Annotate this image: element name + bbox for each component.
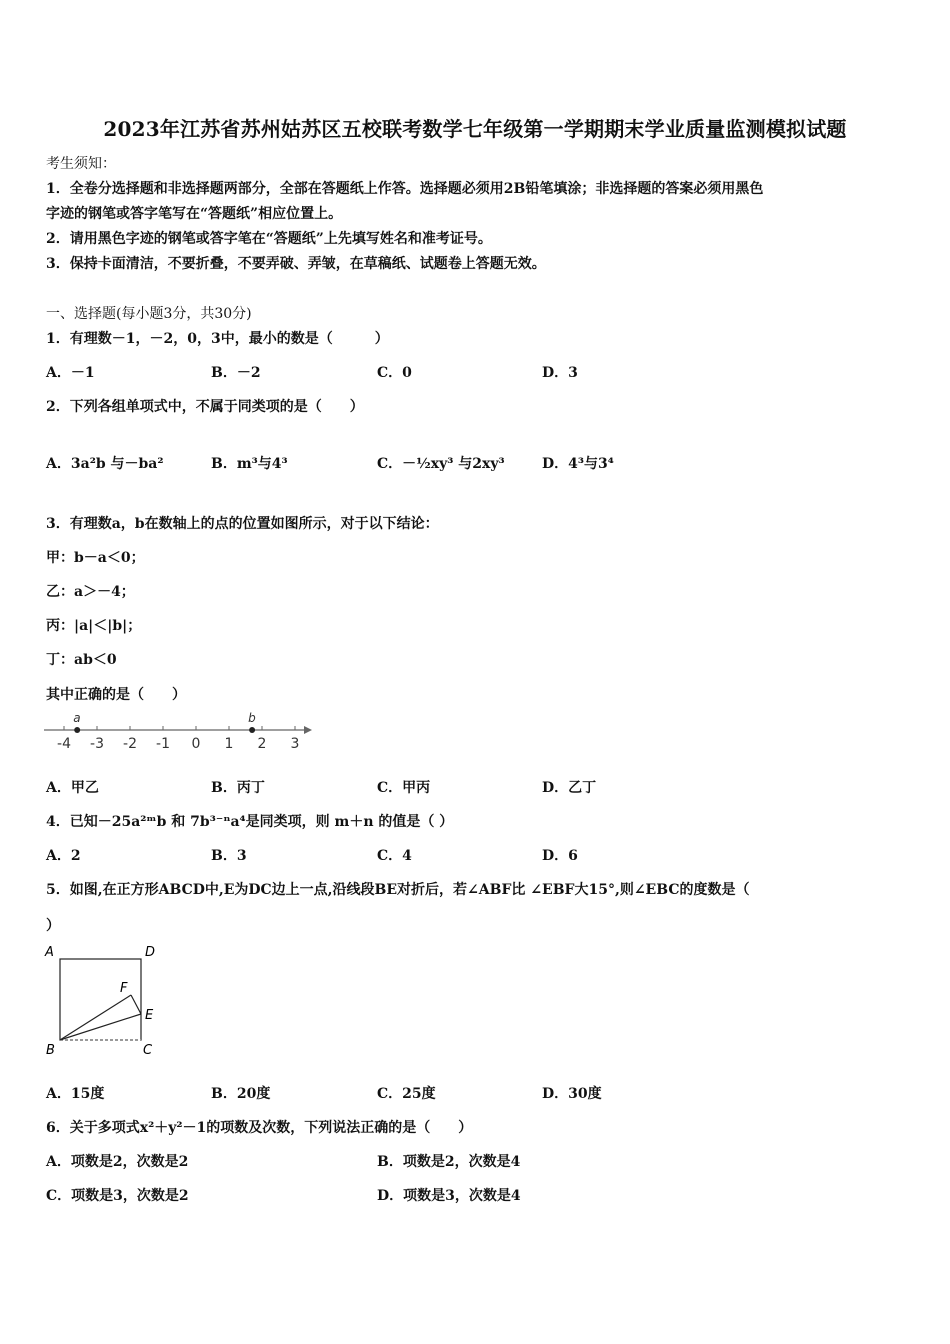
notice-line-3: 3．保持卡面清洁，不要折叠，不要弄破、弄皱，在草稿纸、试题卷上答题无效。: [46, 256, 546, 272]
q3-statement-jia: 甲：b－a＜0；: [46, 550, 145, 566]
q2-option-c: C．－½xy³ 与2xy³: [377, 456, 505, 472]
notice-heading: 考生须知：: [46, 156, 116, 172]
notice-line-2: 2．请用黑色字迹的钢笔或答字笔在“答题纸”上先填写姓名和准考证号。: [46, 231, 492, 247]
vertex-f-label: F: [120, 981, 128, 996]
q5-option-b: B．20度: [211, 1086, 271, 1102]
q4-option-a: A．2: [46, 848, 81, 864]
number-line-figure: [40, 708, 320, 756]
point-a-label: a: [73, 711, 81, 725]
section-heading: 一、选择题(每小题3分，共30分): [46, 306, 252, 322]
notice-line-1b: 字迹的钢笔或答字笔写在“答题纸”相应位置上。: [46, 206, 343, 222]
q6-option-a: A．项数是2，次数是2: [46, 1154, 189, 1170]
q5-stem: 5．如图,在正方形ABCD中,E为DC边上一点,沿线段BE对折后，若∠ABF比 ∠EBF大15°,则∠EBC的度数是（: [46, 882, 750, 898]
vertex-b-label: B: [46, 1043, 55, 1058]
q4-option-b: B．3: [211, 848, 247, 864]
q3-option-b: B．丙丁: [211, 780, 265, 796]
page-title: 2023年江苏省苏州姑苏区五校联考数学七年级第一学期期末学业质量监测模拟试题: [103, 117, 847, 141]
q1-stem: 1．有理数－1，－2，0，3中，最小的数是（ ）: [46, 331, 389, 347]
q5-option-d: D．30度: [542, 1086, 602, 1102]
square-figure: [40, 940, 170, 1060]
vertex-a-label: A: [45, 945, 54, 960]
point-b: [249, 727, 255, 733]
axis-tick-label: 1: [224, 736, 234, 752]
q1-option-a: A．－1: [46, 365, 95, 381]
q4-option-d: D．6: [542, 848, 578, 864]
q2-option-d: D．4³与3⁴: [542, 456, 614, 472]
q3-stem: 3．有理数a，b在数轴上的点的位置如图所示，对于以下结论：: [46, 516, 439, 532]
point-a: [74, 727, 80, 733]
q1-option-b: B．－2: [211, 365, 261, 381]
axis-tick-label: 2: [257, 736, 267, 752]
q6-option-d: D．项数是3，次数是4: [377, 1188, 521, 1204]
q4-stem: 4．已知－25a²ᵐb 和 7b³⁻ⁿa⁴是同类项，则 m＋n 的值是（ ）: [46, 814, 454, 830]
q3-option-a: A．甲乙: [46, 780, 99, 796]
notice-line-1: 1．全卷分选择题和非选择题两部分，全部在答题纸上作答。选择题必须用2B铅笔填涂；非选择题的答案必须用黑色: [46, 181, 764, 197]
vertex-e-label: E: [145, 1008, 154, 1023]
q5-stem-end: ）: [46, 918, 60, 934]
q2-stem: 2．下列各组单项式中，不属于同类项的是（ ）: [46, 399, 364, 415]
q6-option-c: C．项数是3，次数是2: [46, 1188, 189, 1204]
q2-option-b: B．m³与4³: [211, 456, 288, 472]
vertex-d-label: D: [145, 945, 156, 960]
q4-option-c: C．4: [377, 848, 412, 864]
axis-tick-label: -1: [156, 736, 170, 752]
q5-option-c: C．25度: [377, 1086, 436, 1102]
q2-option-a: A．3a²b 与－ba²: [46, 456, 164, 472]
q6-stem: 6．关于多项式x²＋y²－1的项数及次数，下列说法正确的是（ ）: [46, 1120, 473, 1136]
axis-tick-label: 0: [191, 736, 201, 752]
q3-statement-yi: 乙：a＞－4；: [46, 584, 135, 600]
q1-option-c: C．0: [377, 365, 412, 381]
axis-tick-label: -2: [123, 736, 137, 752]
q1-option-d: D．3: [542, 365, 578, 381]
q3-option-d: D．乙丁: [542, 780, 597, 796]
vertex-c-label: C: [143, 1043, 153, 1058]
q5-option-a: A．15度: [46, 1086, 105, 1102]
q6-option-b: B．项数是2，次数是4: [377, 1154, 521, 1170]
q3-option-c: C．甲丙: [377, 780, 431, 796]
point-b-label: b: [248, 711, 256, 725]
q3-ask: 其中正确的是（ ）: [46, 687, 186, 703]
q3-statement-bing: 丙：|a|＜|b|；: [46, 618, 142, 634]
axis-tick-label: -4: [57, 736, 71, 752]
axis-tick-label: -3: [90, 736, 104, 752]
q3-statement-ding: 丁：ab＜0: [46, 652, 117, 668]
axis-tick-label: 3: [290, 736, 300, 752]
